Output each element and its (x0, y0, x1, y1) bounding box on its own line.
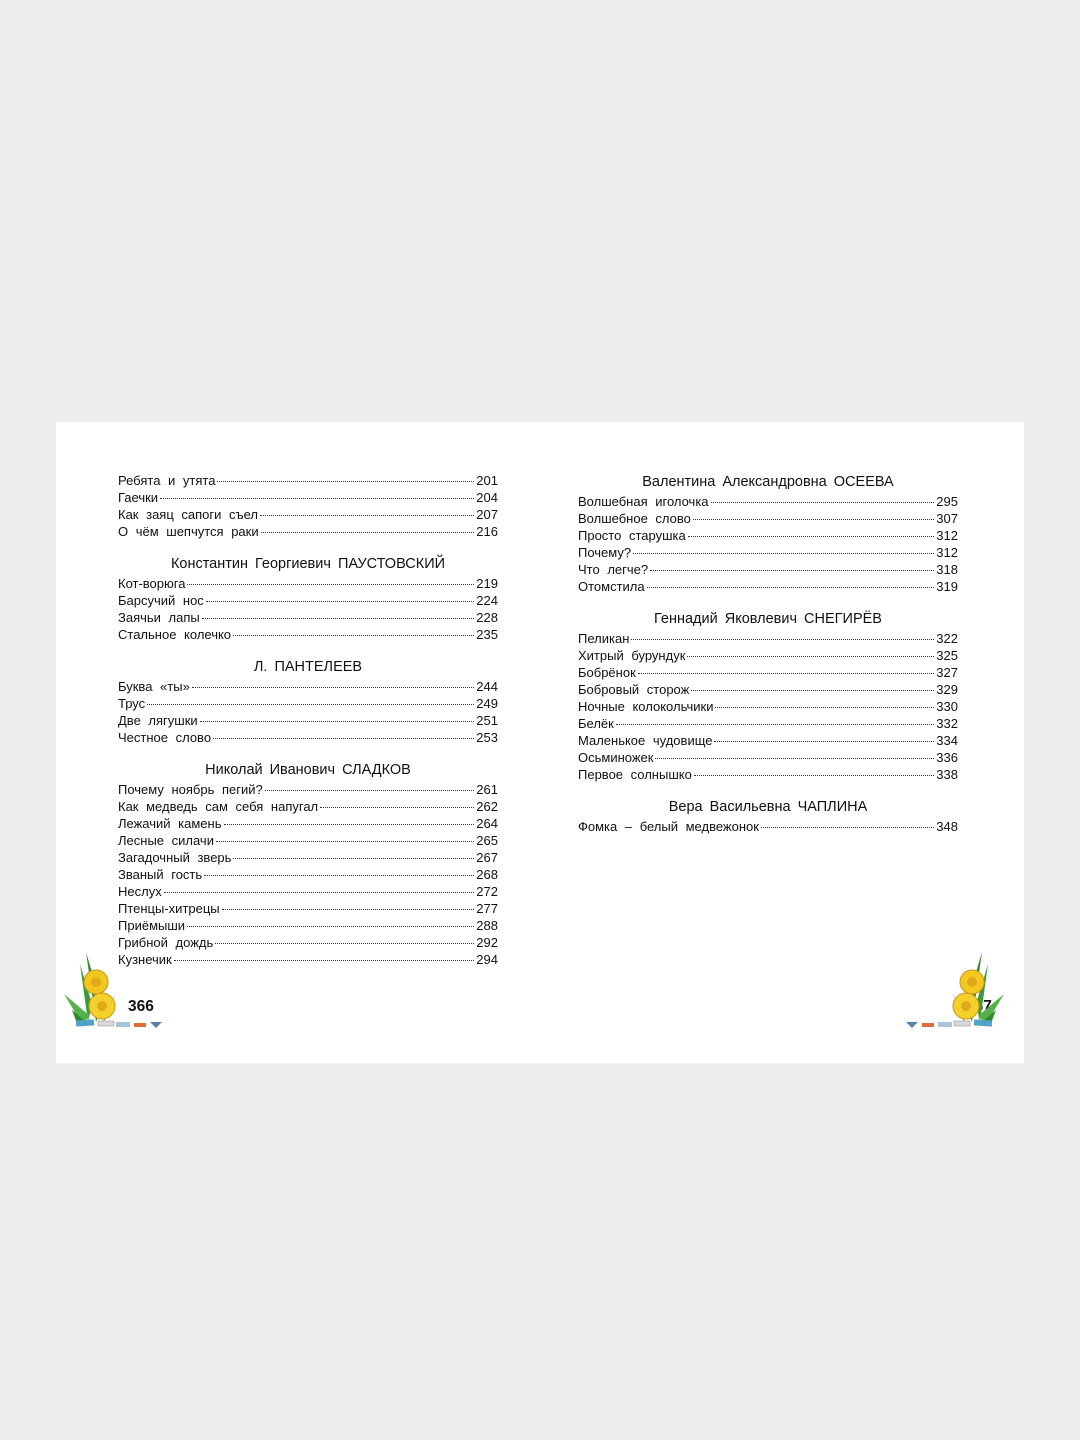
toc-entry[interactable] (578, 698, 958, 715)
toc-entry[interactable] (118, 695, 498, 712)
right-page (540, 422, 1024, 1063)
toc-entry[interactable] (118, 626, 498, 643)
toc-entry[interactable] (578, 749, 958, 766)
toc-entry-page: 336 (936, 750, 958, 765)
author-heading: Константин Георгиевич ПАУСТОВСКИЙ (170, 556, 446, 572)
dot-leader (693, 519, 934, 520)
toc-entry-page: 330 (936, 699, 958, 714)
dot-leader (147, 704, 474, 705)
toc-entry[interactable] (578, 766, 958, 783)
toc-entry-title: Осьминожек (578, 750, 654, 765)
toc-entry-title: Барсучий нос (118, 593, 204, 608)
toc-entry[interactable] (578, 510, 958, 527)
dot-leader (174, 960, 475, 961)
toc-entry[interactable] (118, 712, 498, 729)
toc-entry[interactable] (118, 592, 498, 609)
toc-entry-title: Пеликан (578, 631, 630, 646)
toc-entry-title: Трус (118, 696, 146, 711)
author-heading: Геннадий Яковлевич СНЕГИРЁВ (654, 611, 882, 627)
toc-section (578, 609, 958, 783)
dot-leader (160, 498, 474, 499)
toc-entry[interactable] (118, 900, 498, 917)
toc-entry-title: Ночные колокольчики (578, 699, 714, 714)
toc-entry-page: 268 (476, 867, 498, 882)
toc-entry-page: 322 (936, 631, 958, 646)
toc-entry[interactable] (118, 917, 498, 934)
toc-entry-title: Неслух (118, 884, 162, 899)
toc-entry-title: Бобрёнок (578, 665, 636, 680)
toc-entry[interactable] (118, 506, 498, 523)
toc-entry[interactable] (578, 681, 958, 698)
toc-entry[interactable] (578, 493, 958, 510)
toc-entry-page: 294 (476, 952, 498, 967)
toc-entry-title: Бобровый сторож (578, 682, 690, 697)
toc-entry[interactable] (118, 609, 498, 626)
toc-entry-title: Заячьи лапы (118, 610, 200, 625)
toc-entry-title: Приёмыши (118, 918, 186, 933)
toc-entry-title: Лесные силачи (118, 833, 214, 848)
toc-entry-page: 219 (476, 576, 498, 591)
dot-leader (217, 481, 474, 482)
toc-entry[interactable] (578, 715, 958, 732)
toc-entry-page: 216 (476, 524, 498, 539)
toc-entry-page: 312 (936, 545, 958, 560)
toc-entry-title: Что легче? (578, 562, 649, 577)
dot-leader (192, 687, 475, 688)
dot-leader (213, 738, 474, 739)
toc-entry[interactable] (578, 630, 958, 647)
author-heading: Вера Васильевна ЧАПЛИНА (668, 799, 868, 815)
toc-entry[interactable] (578, 647, 958, 664)
toc-entry-title: Как медведь сам себя напугал (118, 799, 319, 814)
toc-entry-page: 207 (476, 507, 498, 522)
dot-leader (711, 502, 935, 503)
toc-entry-page: 224 (476, 593, 498, 608)
toc-entry[interactable] (578, 578, 958, 595)
dot-leader (187, 926, 474, 927)
dot-leader (215, 943, 474, 944)
toc-entry-title: Отомстила (578, 579, 645, 594)
toc-entry-title: Званый гость (118, 867, 203, 882)
author-heading: Л. ПАНТЕЛЕЕВ (253, 659, 363, 675)
toc-entry-page: 244 (476, 679, 498, 694)
toc-section (118, 472, 498, 540)
toc-entry[interactable] (578, 544, 958, 561)
dot-leader (222, 909, 475, 910)
toc-entry[interactable] (118, 866, 498, 883)
toc-entry-title: Первое солнышко (578, 767, 692, 782)
dot-leader (216, 841, 474, 842)
toc-entry-page: 267 (476, 850, 498, 865)
toc-entry-title: Загадочный зверь (118, 850, 232, 865)
toc-entry-page: 295 (936, 494, 958, 509)
dot-leader (224, 824, 475, 825)
toc-entry[interactable] (578, 732, 958, 749)
toc-entry-page: 327 (936, 665, 958, 680)
toc-entry-page: 228 (476, 610, 498, 625)
toc-entry-page: 292 (476, 935, 498, 950)
toc-entry[interactable] (118, 472, 498, 489)
toc-entry[interactable] (578, 561, 958, 578)
toc-entry-page: 264 (476, 816, 498, 831)
toc-entry-page: 204 (476, 490, 498, 505)
toc-entry-title: Две лягушки (118, 713, 198, 728)
dot-leader (187, 584, 474, 585)
author-heading: Николай Иванович СЛАДКОВ (205, 762, 411, 778)
author-heading: Валентина Александровна ОСЕЕВА (642, 474, 894, 490)
toc-entry-title: О чём шепчутся раки (118, 524, 259, 539)
toc-entry-title: Гаечки (118, 490, 159, 505)
toc-entry-page: 261 (476, 782, 498, 797)
toc-entry-title: Честное слово (118, 730, 212, 745)
toc-entry[interactable] (118, 781, 498, 798)
toc-entry-title: Грибной дождь (118, 935, 214, 950)
toc-entry[interactable] (118, 883, 498, 900)
toc-section (118, 554, 498, 643)
toc-entry-title: Волшебное слово (578, 511, 691, 526)
dot-leader (655, 758, 934, 759)
dot-leader (261, 532, 475, 533)
toc-entry[interactable] (118, 523, 498, 540)
toc-entry[interactable] (118, 798, 498, 815)
toc-entry-page: 277 (476, 901, 498, 916)
dot-leader (233, 858, 474, 859)
toc-entry-page: 262 (476, 799, 498, 814)
toc-entry[interactable] (578, 664, 958, 681)
toc-entry[interactable] (118, 832, 498, 849)
dot-leader (687, 656, 934, 657)
toc-section (118, 760, 498, 968)
toc-entry[interactable] (118, 849, 498, 866)
toc-entry-page: 253 (476, 730, 498, 745)
dot-leader (647, 587, 935, 588)
dot-leader (320, 807, 474, 808)
toc-entry[interactable] (578, 527, 958, 544)
toc-entry-page: 332 (936, 716, 958, 731)
toc-entry-page: 348 (936, 819, 958, 834)
toc-entry-page: 265 (476, 833, 498, 848)
dot-leader (694, 775, 934, 776)
toc-entry-title: Фомка – белый медвежонок (578, 819, 759, 834)
toc-entry-title: Волшебная иголочка (578, 494, 709, 509)
toc-entry-page: 318 (936, 562, 958, 577)
dot-leader (233, 635, 474, 636)
dot-leader (633, 553, 934, 554)
dot-leader (200, 721, 475, 722)
toc-entry-title: Маленькое чудовище (578, 733, 713, 748)
toc-entry-page: 329 (936, 682, 958, 697)
toc-entry[interactable] (578, 818, 958, 835)
toc-entry-page: 251 (476, 713, 498, 728)
toc-entry-title: Ребята и утята (118, 473, 216, 488)
dot-leader (204, 875, 474, 876)
toc-entry-page: 338 (936, 767, 958, 782)
toc-entry-page: 272 (476, 884, 498, 899)
dot-leader (691, 690, 934, 691)
toc-entry-page: 319 (936, 579, 958, 594)
toc-column-right (578, 472, 958, 849)
toc-entry-title: Просто старушка (578, 528, 686, 543)
toc-entry[interactable] (118, 951, 498, 968)
toc-entry-title: Стальное колечко (118, 627, 232, 642)
toc-entry-page: 334 (936, 733, 958, 748)
dot-leader (616, 724, 934, 725)
toc-column-left (118, 472, 498, 982)
dandelion-ornament-icon (898, 944, 1010, 1032)
dot-leader (688, 536, 935, 537)
toc-entry[interactable] (118, 575, 498, 592)
toc-entry-page: 201 (476, 473, 498, 488)
dot-leader (761, 827, 934, 828)
dot-leader (164, 892, 475, 893)
toc-entry-title: Белёк (578, 716, 614, 731)
toc-entry-title: Почему? (578, 545, 632, 560)
dot-leader (715, 707, 934, 708)
toc-entry[interactable] (118, 678, 498, 695)
page-number-left: 366 (128, 998, 154, 1015)
toc-entry-title: Кузнечик (118, 952, 172, 967)
left-page (56, 422, 540, 1063)
toc-section (118, 657, 498, 746)
toc-section (578, 797, 958, 835)
toc-entry-page: 249 (476, 696, 498, 711)
toc-entry-title: Лежачий камень (118, 816, 222, 831)
dot-leader (206, 601, 474, 602)
toc-entry-title: Буква «ты» (118, 679, 190, 694)
toc-entry-page: 288 (476, 918, 498, 933)
toc-entry[interactable] (118, 489, 498, 506)
toc-entry[interactable] (118, 729, 498, 746)
toc-entry-page: 312 (936, 528, 958, 543)
dot-leader (260, 515, 474, 516)
toc-entry-title: Как заяц сапоги съел (118, 507, 259, 522)
dot-leader (638, 673, 935, 674)
toc-entry[interactable] (118, 815, 498, 832)
dot-leader (202, 618, 475, 619)
dandelion-ornament-icon (58, 944, 170, 1032)
book-spread (56, 422, 1024, 1063)
dot-leader (714, 741, 934, 742)
toc-entry-page: 307 (936, 511, 958, 526)
toc-section (578, 472, 958, 595)
toc-entry[interactable] (118, 934, 498, 951)
toc-entry-title: Хитрый бурундук (578, 648, 686, 663)
toc-entry-page: 325 (936, 648, 958, 663)
dot-leader (631, 639, 934, 640)
dot-leader (650, 570, 934, 571)
dot-leader (265, 790, 475, 791)
toc-entry-title: Почему ноябрь пегий? (118, 782, 263, 797)
toc-entry-title: Кот-ворюга (118, 576, 186, 591)
toc-entry-page: 235 (476, 627, 498, 642)
toc-entry-title: Птенцы-хитрецы (118, 901, 220, 916)
